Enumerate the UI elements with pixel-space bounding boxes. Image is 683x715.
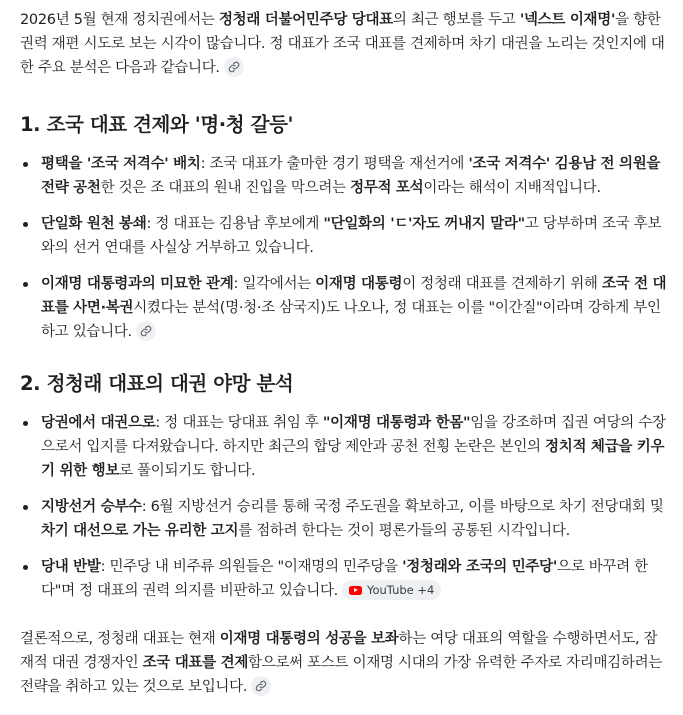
source-link-chip[interactable] [251, 676, 271, 696]
bold-text: 단일화 원천 봉쇄 [41, 216, 147, 232]
bold-text: 정치적 체급을 키우기 위한 행보 [41, 439, 665, 479]
bold-text: 이재명 대통령 [315, 276, 403, 292]
text-run: : 6월 지방선거 승리를 통해 국정 주도권을 확보하고, 이를 바탕으로 차기 전당대회 및 [141, 499, 664, 515]
section-1-list [20, 152, 669, 344]
text-run: : 일각에서는 [233, 276, 316, 292]
list-item [20, 152, 669, 200]
conclusion-paragraph [20, 627, 669, 699]
text-run: 시켰다는 분석(명·청·조 삼국지)도 나오나, 정 대표는 이를 "이간질"이라며 강하게 부인하고 있습니다. [41, 300, 661, 340]
list-item [20, 212, 669, 260]
intro-paragraph [20, 8, 669, 80]
bold-text: 이재명 대통령의 성공을 보좌 [219, 631, 399, 647]
bold-text: 이재명 대통령과의 미묘한 관계 [41, 276, 234, 292]
bold-text: "이재명 대통령과 한몸" [322, 415, 471, 431]
section-heading-2: 2. 정청래 대표의 대권 야망 분석 [20, 372, 294, 395]
text-run: 하는 여당 대표의 역할을 수행하면서도, 잠재적 대권 경쟁자인 [20, 631, 658, 671]
text-run: 으로 바꾸려 한다"며 정 대표의 권력 의지를 비판하고 있습니다. [41, 559, 648, 599]
text-run: : 조국 대표가 출마한 경기 평택을 재선거에 [200, 156, 469, 172]
bold-text: '넥스트 이재명' [519, 12, 616, 28]
text-run: 한 것은 조 대표의 원내 진입을 막으려는 [100, 180, 351, 196]
section-heading-1: 1. 조국 대표 견제와 '명·청 갈등' [20, 113, 294, 136]
list-item [20, 555, 669, 603]
bold-text: 정무적 포석 [350, 180, 424, 196]
text-run: 로 풀이되기도 합니다. [119, 463, 256, 479]
section-2-list [20, 411, 669, 603]
bold-text: 당내 반발 [41, 559, 101, 575]
list-item [20, 411, 669, 483]
list-item [20, 495, 669, 543]
link-icon [255, 680, 267, 692]
text-run: 2026년 5월 현재 정치권에서는 [20, 12, 219, 28]
bold-text: 평택을 '조국 저격수' 배치 [41, 156, 201, 172]
text-run: : 정 대표는 김용남 후보에게 [146, 216, 324, 232]
bold-text: '조국 저격수' 김용남 전 의원을 전략 공천 [41, 156, 661, 196]
list-item [20, 272, 669, 344]
youtube-icon [349, 586, 362, 595]
bold-text: 차기 대선으로 가는 유리한 고지 [41, 523, 239, 539]
link-icon [228, 61, 240, 73]
bold-text: '정청래와 조국의 민주당' [402, 559, 557, 575]
text-run: : 민주당 내 비주류 의원들은 "이재명의 민주당을 [100, 559, 403, 575]
source-chip[interactable] [342, 580, 441, 600]
bold-text: 당권에서 대권으로 [41, 415, 156, 431]
text-run: 고 당부하며 조국 후보와의 선거 연대를 사실상 거부하고 있습니다. [41, 216, 662, 256]
bold-text: 조국 대표를 견제 [142, 655, 249, 671]
text-run: : 정 대표는 당대표 취임 후 [155, 415, 323, 431]
bold-text: 조국 전 대표를 사면·복권 [41, 276, 667, 316]
bold-text: 지방선거 승부수 [41, 499, 142, 515]
text-run: 함으로써 포스트 이재명 시대의 가장 유력한 주자로 자리매김하려는 전략을 취하고 있는 것으로 보입니다. [20, 655, 663, 695]
text-run: 의 최근 행보를 두고 [392, 12, 520, 28]
text-run: 을 향한 권력 재편 시도로 보는 시각이 많습니다. 정 대표가 조국 대표를 견제하며 차기 대권을 노리는 것인지에 대한 주요 분석은 다음과 같습니다. [20, 12, 665, 76]
text-run: 결론적으로, 정청래 대표는 현재 [20, 631, 220, 647]
source-link-chip[interactable] [224, 57, 244, 77]
bold-text: "단일화의 'ㄷ'자도 꺼내지 말라" [323, 216, 525, 232]
bold-text: 정청래 더불어민주당 당대표 [218, 12, 393, 28]
text-run: 임을 강조하며 집권 여당의 수장으로서 입지를 다져왔습니다. 하지만 최근의 합당 제안과 공천 전횡 논란은 본인의 [41, 415, 666, 455]
text-run: 이 정청래 대표를 견제하기 위해 [402, 276, 602, 292]
text-run: 를 점하려 한다는 것이 평론가들의 공통된 시각입니다. [238, 523, 570, 539]
source-chip-label: YouTube +4 [366, 583, 435, 597]
text-run: 이라는 해석이 지배적입니다. [423, 180, 601, 196]
link-icon [140, 325, 152, 337]
source-link-chip[interactable] [136, 321, 156, 341]
